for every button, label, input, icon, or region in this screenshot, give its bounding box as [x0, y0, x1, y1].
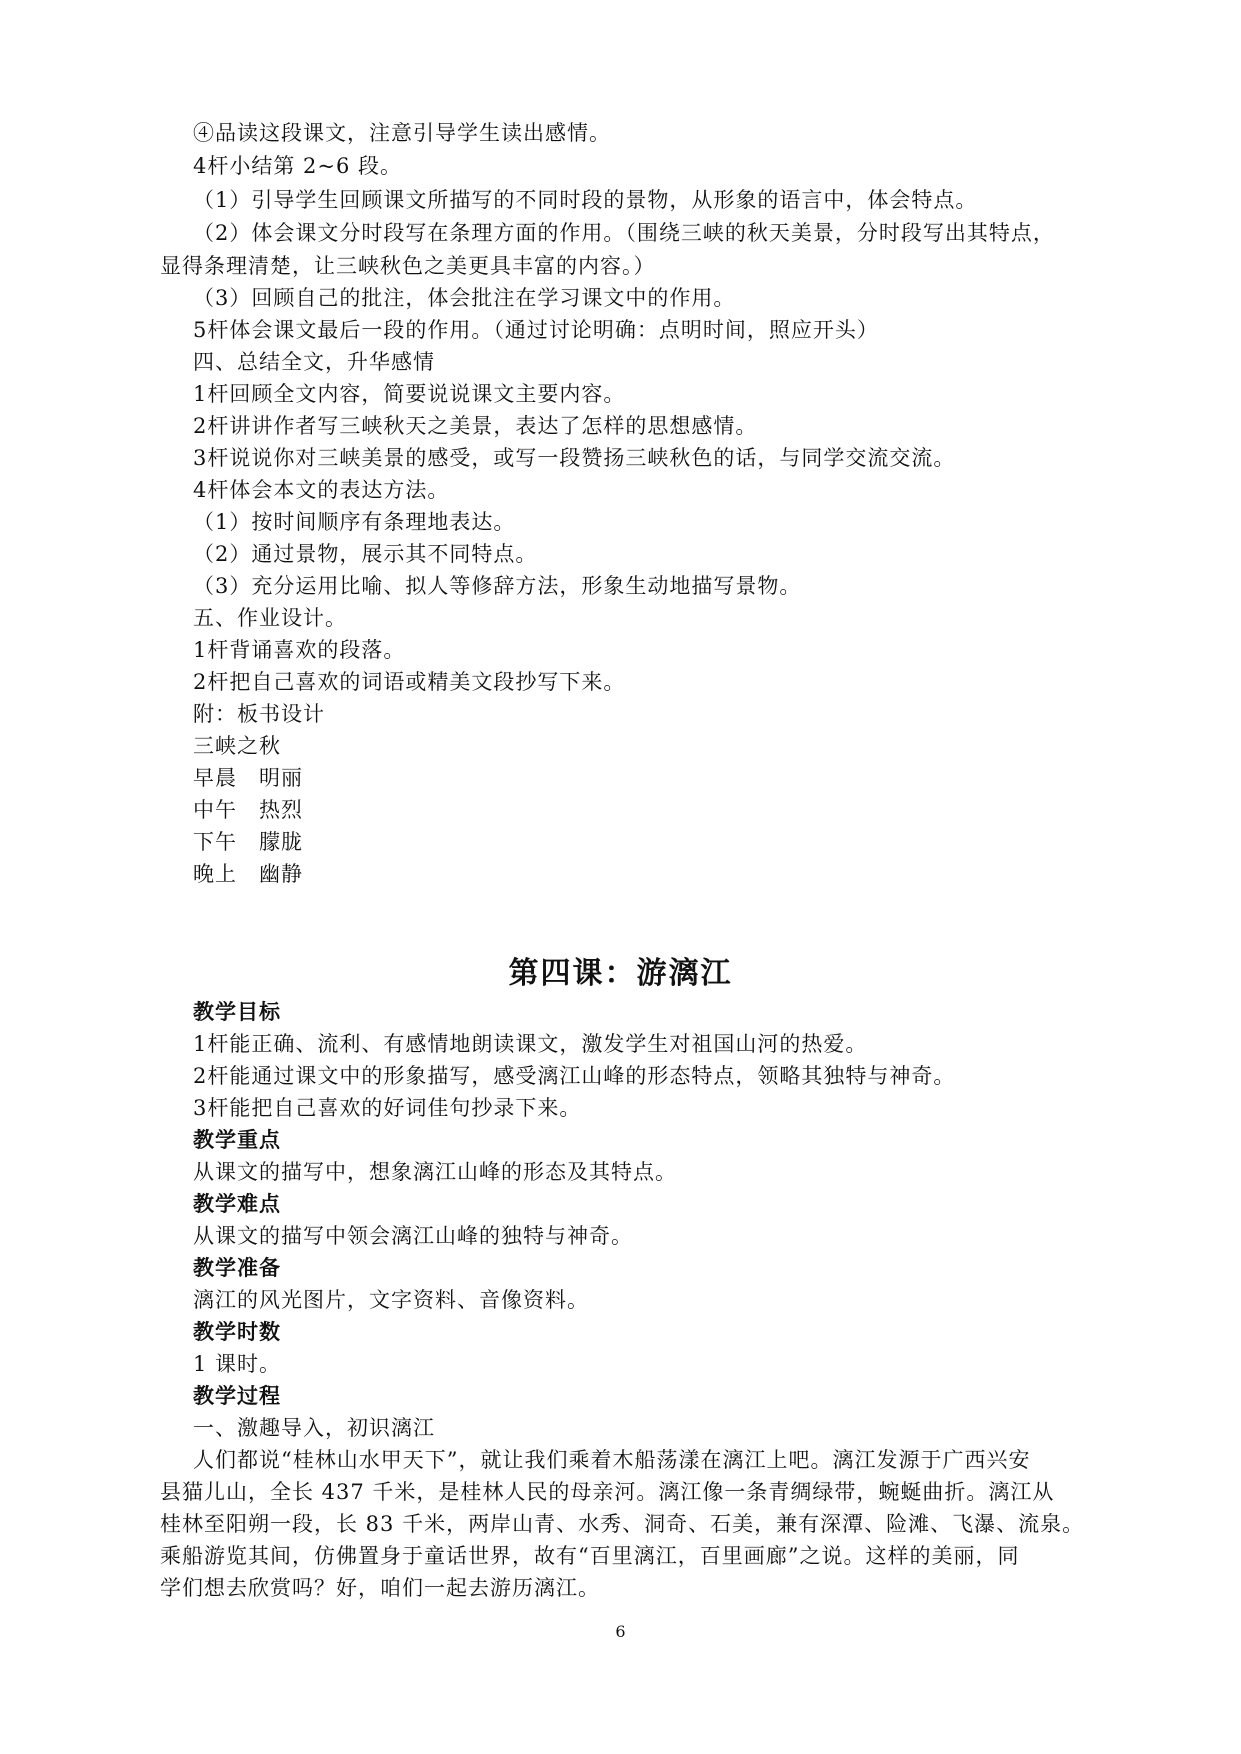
prep-heading: 教学准备 [193, 1256, 281, 1280]
text-line: 2杆把自己喜欢的词语或精美文段抄写下来。 [193, 670, 626, 694]
text-line: （1）引导学生回顾课文所描写的不同时段的景物，从形象的语言中，体会特点。 [193, 188, 978, 212]
key-heading: 教学重点 [193, 1128, 281, 1152]
text-line: 5杆体会课文最后一段的作用。（通过讨论明确：点明时间，照应开头） [193, 318, 879, 342]
intro-paragraph-line: 人们都说“桂林山水甲天下”，就让我们乘着木船荡漾在漓江上吧。漓江发源于广西兴安 [193, 1448, 1031, 1472]
text-line: 2杆讲讲作者写三峡秋天之美景，表达了怎样的思想感情。 [193, 414, 758, 438]
text-line: 4杆体会本文的表达方法。 [193, 478, 450, 502]
time-text: 1 课时。 [193, 1352, 282, 1376]
goal-item: 1杆能正确、流利、有感情地朗读课文，激发学生对祖国山河的热爱。 [193, 1032, 868, 1056]
text-line: （2）体会课文分时段写在条理方面的作用。（围绕三峡的秋天美景，分时段写出其特点， [193, 221, 1055, 245]
text-line: 4杆小结第 2~6 段。 [193, 154, 403, 178]
goals-heading: 教学目标 [193, 1000, 281, 1024]
text-line: 1杆背诵喜欢的段落。 [193, 638, 406, 662]
text-line: 附：板书设计 [193, 702, 325, 726]
text-line: （3）回顾自己的批注，体会批注在学习课文中的作用。 [193, 286, 736, 310]
difficulty-heading: 教学难点 [193, 1192, 281, 1216]
text-line: （3）充分运用比喻、拟人等修辞方法，形象生动地描写景物。 [193, 574, 802, 598]
intro-paragraph-line: 学们想去欣赏吗？好，咱们一起去游历漓江。 [160, 1576, 600, 1600]
process-step: 一、激趣导入，初识漓江 [193, 1416, 435, 1440]
text-line: 3杆说说你对三峡美景的感受，或写一段赞扬三峡秋色的话，与同学交流交流。 [193, 446, 956, 470]
page-number: 6 [615, 1622, 626, 1641]
text-line: （2）通过景物，展示其不同特点。 [193, 542, 538, 566]
section-heading: 五、作业设计。 [193, 606, 347, 630]
lesson-title: 第四课：游漓江 [508, 956, 733, 991]
board-title: 三峡之秋 [193, 734, 281, 758]
difficulty-text: 从课文的描写中领会漓江山峰的独特与神奇。 [193, 1224, 633, 1248]
board-row: 晚上 幽静 [193, 862, 303, 886]
key-text: 从课文的描写中，想象漓江山峰的形态及其特点。 [193, 1160, 677, 1184]
intro-paragraph-line: 桂林至阳朔一段，长 83 千米，两岸山青、水秀、洞奇、石美，兼有深潭、险滩、飞瀑、流泉。 [160, 1512, 1085, 1536]
text-line: （1）按时间顺序有条理地表达。 [193, 510, 516, 534]
board-row: 中午 热烈 [193, 798, 303, 822]
goal-item: 2杆能通过课文中的形象描写，感受漓江山峰的形态特点，领略其独特与神奇。 [193, 1064, 956, 1088]
text-line: ④品读这段课文，注意引导学生读出感情。 [193, 121, 611, 145]
board-row: 下午 朦胧 [193, 830, 303, 854]
goal-item: 3杆能把自己喜欢的好词佳句抄录下来。 [193, 1096, 582, 1120]
intro-paragraph-line: 县猫儿山，全长 437 千米，是桂林人民的母亲河。漓江像一条青绸绿带，蜿蜒曲折。漓江从 [160, 1480, 1055, 1504]
board-row: 早晨 明丽 [193, 766, 303, 790]
time-heading: 教学时数 [193, 1320, 281, 1344]
section-heading: 四、总结全文，升华感情 [193, 350, 435, 374]
process-heading: 教学过程 [193, 1384, 281, 1408]
intro-paragraph-line: 乘船游览其间，仿佛置身于童话世界，故有“百里漓江，百里画廊”之说。这样的美丽，同 [160, 1544, 1020, 1568]
prep-text: 漓江的风光图片，文字资料、音像资料。 [193, 1288, 589, 1312]
text-line: 1杆回顾全文内容，简要说说课文主要内容。 [193, 382, 626, 406]
text-line: 显得条理清楚，让三峡秋色之美更具丰富的内容。） [160, 254, 656, 278]
